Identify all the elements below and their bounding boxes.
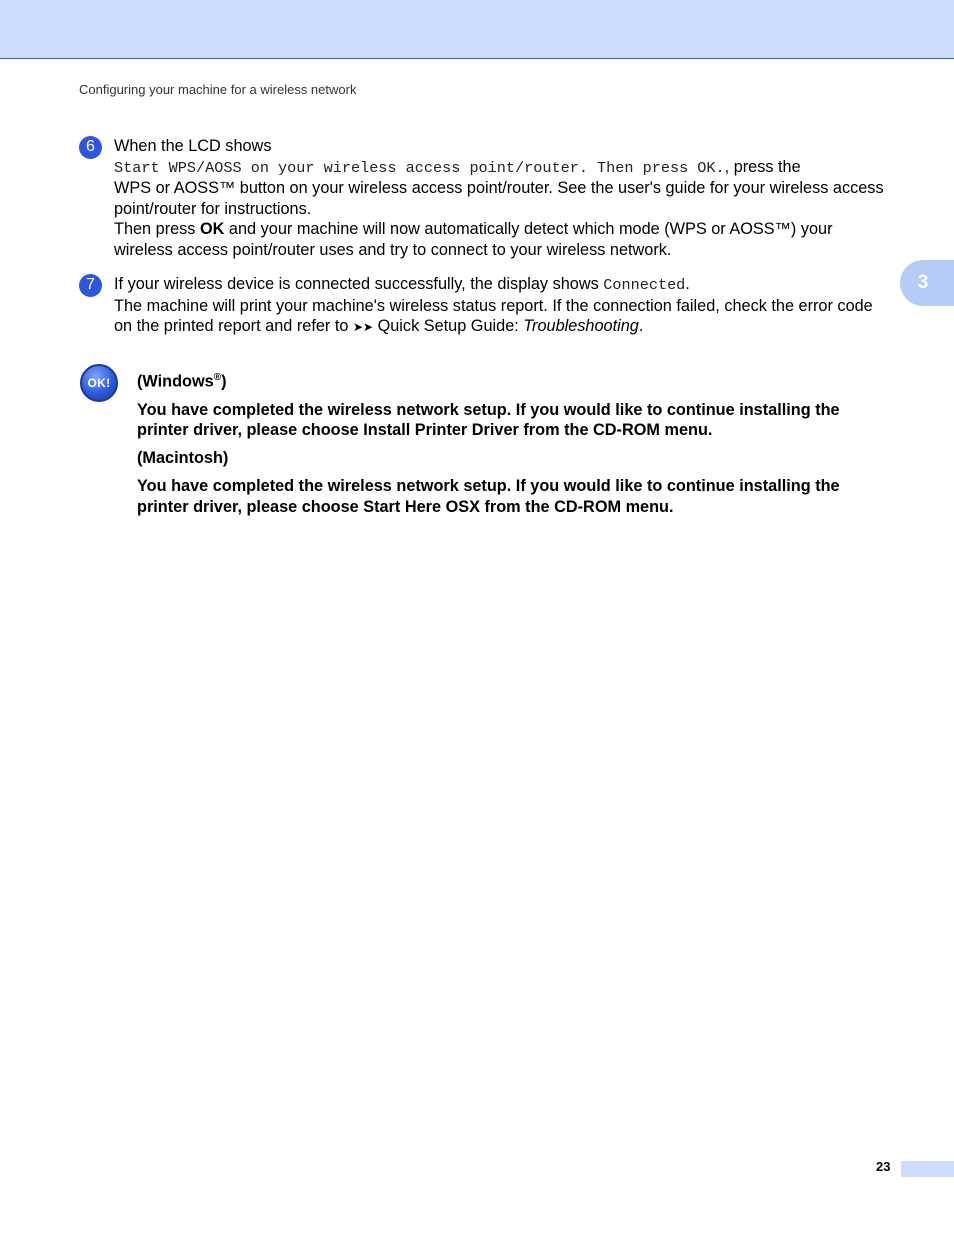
step-6-ok-instructions xyxy=(114,219,884,260)
step-6 xyxy=(79,136,884,260)
running-header: Configuring your machine for a wireless network xyxy=(79,82,357,97)
windows-heading xyxy=(137,368,887,392)
lcd-message: Start WPS/AOSS on your wireless access point/router. Then press OK. xyxy=(114,158,725,177)
step-6-after-lcd: , press the xyxy=(724,157,801,176)
step-7-body xyxy=(114,274,884,338)
step-7-intro: If your wireless device is connected successfully, the display shows xyxy=(114,275,604,293)
chapter-tab: 3 xyxy=(900,260,954,306)
page-number: 23 xyxy=(876,1159,891,1174)
step-7 xyxy=(79,274,884,338)
ok-key-label: OK xyxy=(199,220,225,238)
step-6-instructions: WPS or AOSS™ button on your wireless access point/router. See the user's guide for your wireless access point/router for instructions. xyxy=(114,179,884,218)
ok-note xyxy=(137,368,887,524)
step-number-6-icon: 6 xyxy=(79,136,102,159)
windows-completion-text: You have completed the wireless network setup. If you would like to continue installing the printer driver, please choose Install Printer Driver from the CD-ROM menu. xyxy=(137,400,840,440)
step-7-text: The machine will print your machine's wireless status report. If the connection failed, check the error code on the printed report and refer to xyxy=(114,296,873,335)
top-color-band xyxy=(0,0,954,59)
guide-end: . xyxy=(638,317,644,335)
step-6-text-suffix: and your machine will now automatically detect which mode (WPS or AOSS™) your wireless access point/router uses and try to connect to your wireless network. xyxy=(114,220,833,259)
step-6-intro: When the LCD shows xyxy=(114,137,272,155)
macintosh-heading: (Macintosh) xyxy=(137,448,229,467)
step-number-7-icon: 7 xyxy=(79,274,102,297)
step-6-lcd-line xyxy=(114,157,884,179)
windows-heading-text: (Windows xyxy=(137,372,214,391)
registered-mark: ® xyxy=(213,372,222,383)
double-arrow-icon: ➤➤ xyxy=(352,320,374,334)
step-6-text-prefix: Then press xyxy=(114,220,200,238)
step-7-intro-line xyxy=(114,274,884,296)
step-7-report-text xyxy=(114,296,884,338)
lcd-message-connected: Connected xyxy=(603,276,686,294)
footer-color-bar xyxy=(901,1161,954,1177)
guide-reference: Quick Setup Guide: xyxy=(373,317,524,335)
windows-heading-end: ) xyxy=(221,372,227,391)
step-7-after-lcd: . xyxy=(685,275,690,293)
macintosh-completion-text: You have completed the wireless network setup. If you would like to continue installing the printer driver, please choose Start Here OSX from the CD-ROM menu. xyxy=(137,477,840,516)
ok-badge-icon: OK! xyxy=(80,364,118,402)
step-6-body xyxy=(114,136,884,260)
troubleshooting-reference: Troubleshooting xyxy=(523,317,639,335)
